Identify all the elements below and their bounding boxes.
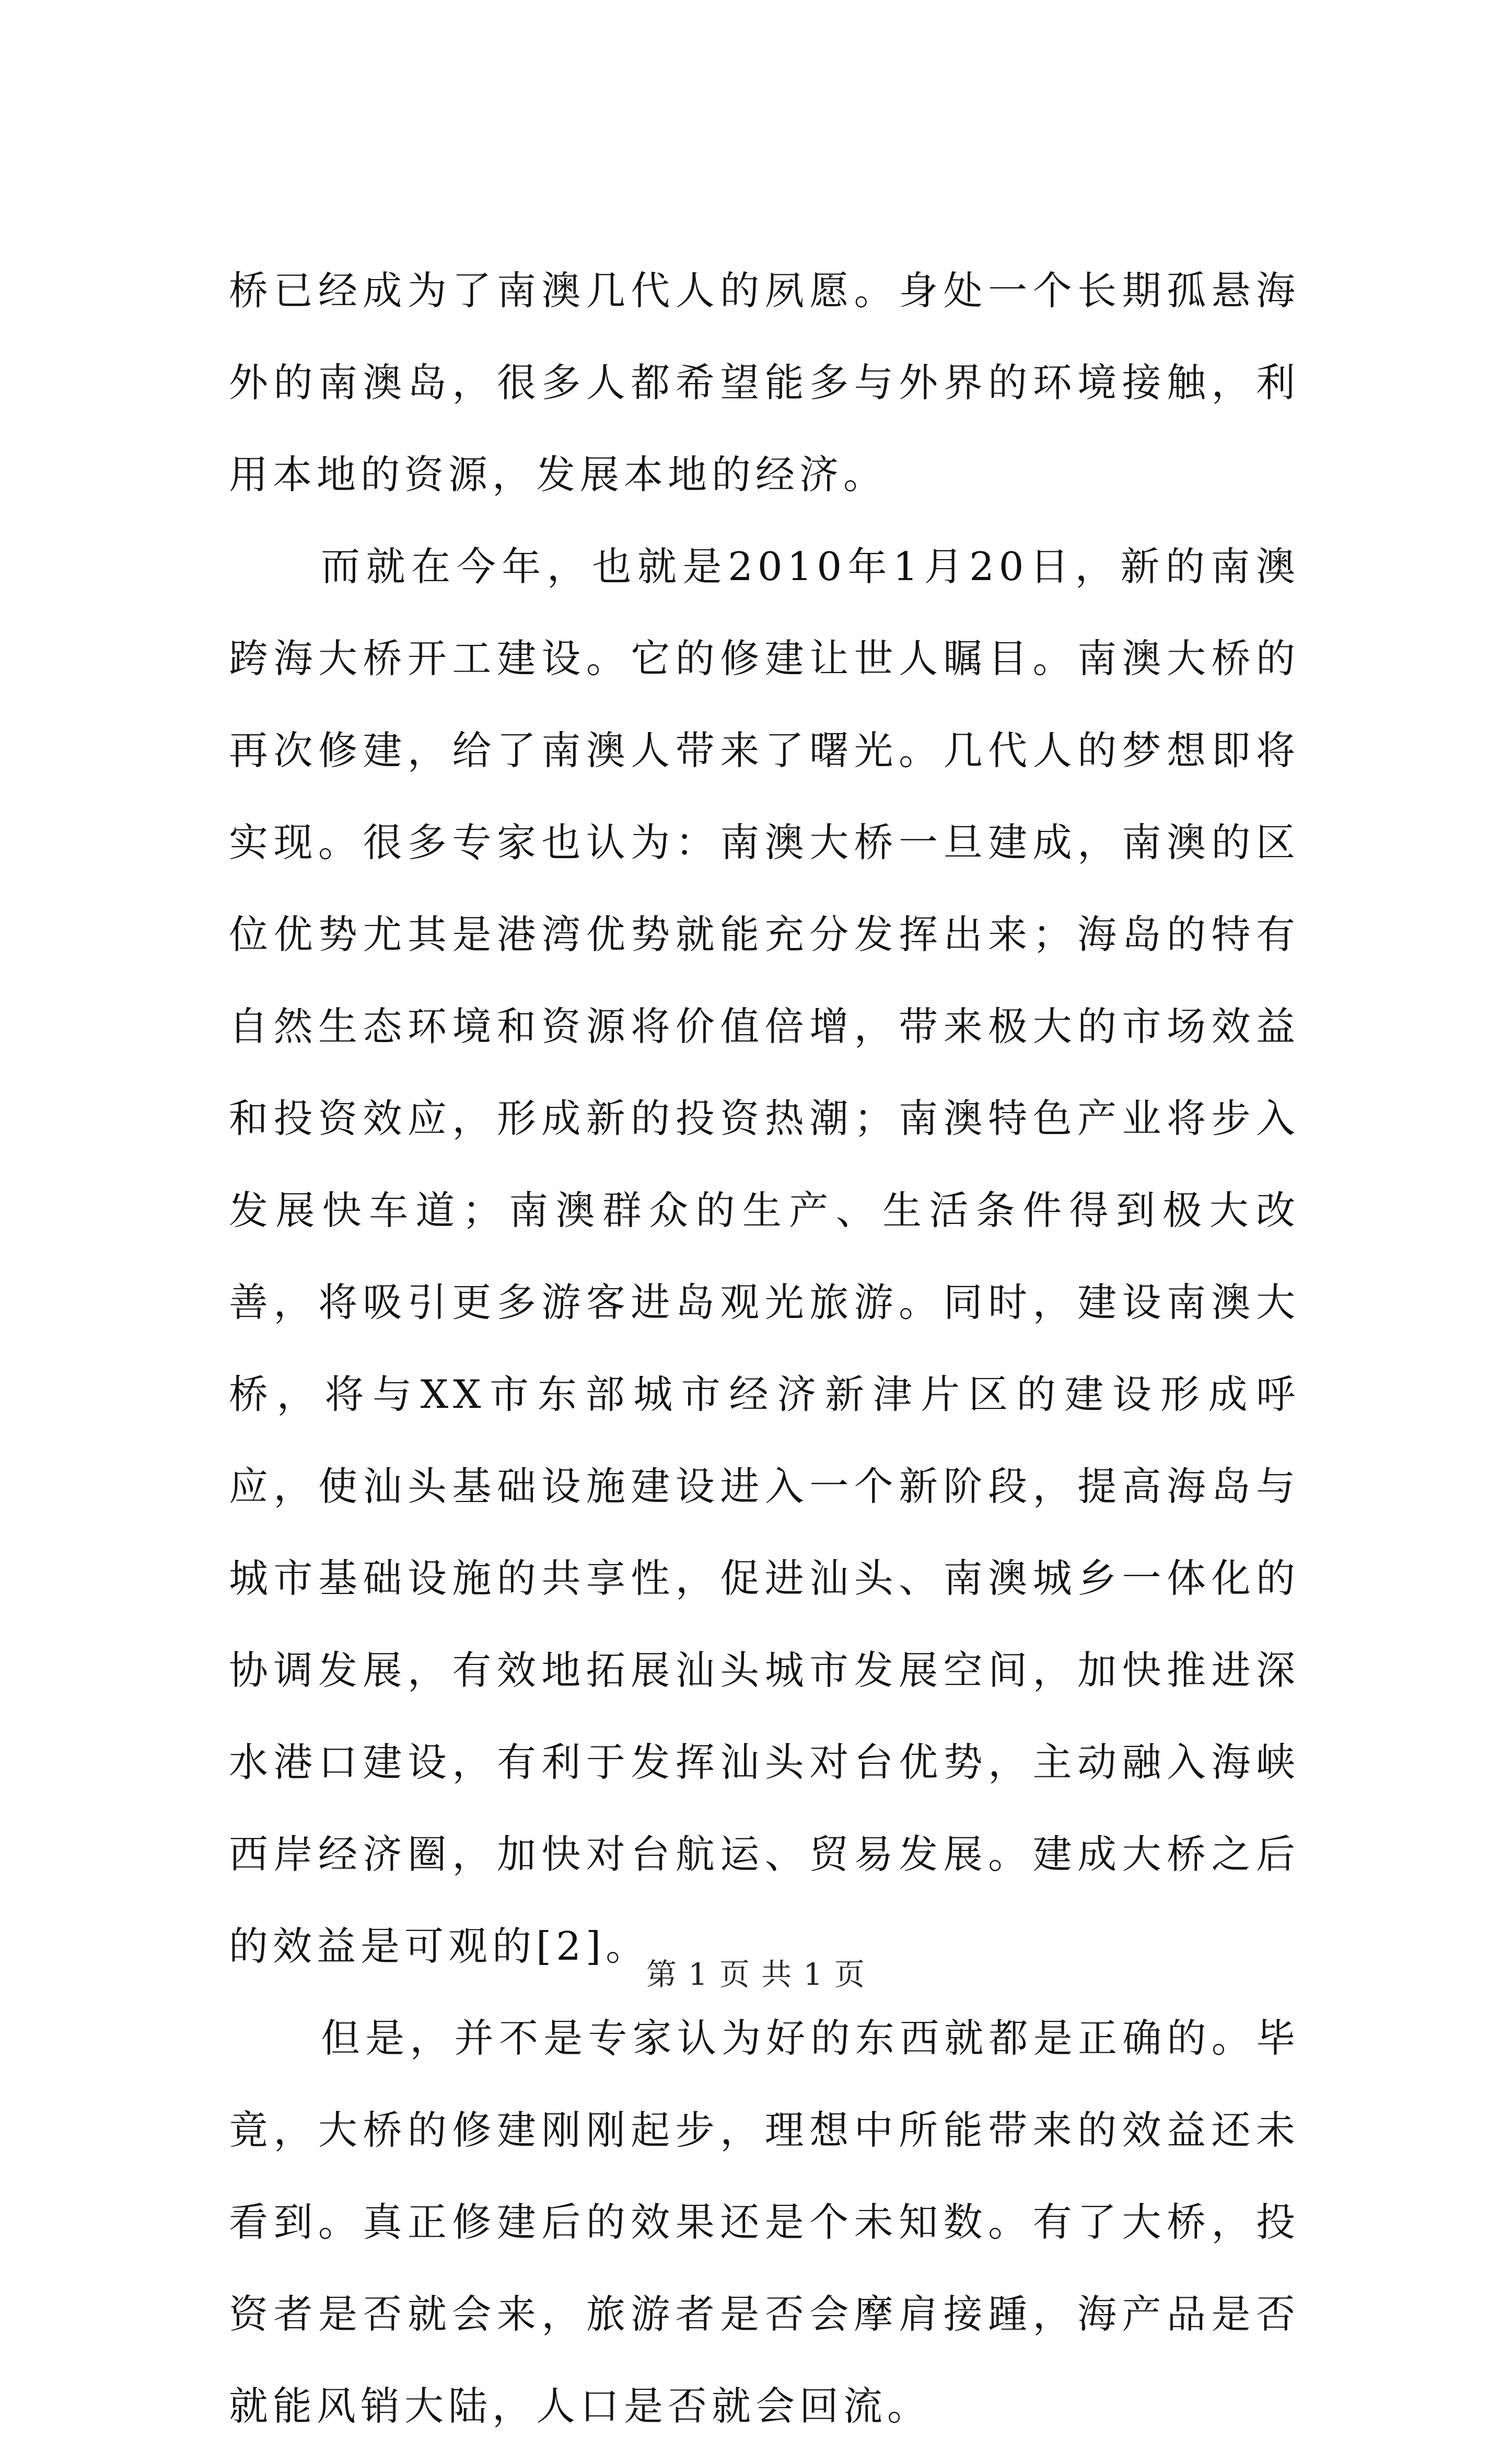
paragraph-1: 桥已经成为了南澳几代人的夙愿。身处一个长期孤悬海外的南澳岛，很多人都希望能多与外界的环境接触，利用本地的资源，发展本地的经济。 xyxy=(229,268,1300,498)
paragraph-3: 但是，并不是专家认为好的东西就都是正确的。毕竟，大桥的修建刚刚起步，理想中所能带来的效益还未看到。真正修建后的效果还是个未知数。有了大桥，投资者是否就会来，旅游者是否会摩肩接踵，海产品是否就能风销大陆，人口是否就会回流。 xyxy=(229,2015,1300,2429)
paragraph-2: 而就在今年，也就是2010年1月20日，新的南澳跨海大桥开工建设。它的修建让世人瞩目。南澳大桥的再次修建，给了南澳人带来了曙光。几代人的梦想即将实现。很多专家也认为：南澳大桥一旦建成，南澳的区位优势尤其是港湾优势就能充分发挥出来；海岛的特有自然生态环境和资源将价值倍增，带来极大的市场效益和投资效应，形成新的投资热潮；南澳特色产业将步入发展快车道；南澳群众的生产、生活条件得到极大改善，将吸引更多游客进岛观光旅游。同时，建设南澳大桥，将与XX市东部城市经济新津片区的建设形成呼应，使汕头基础设施建设进入一个新阶段，提高海岛与城市基础设施的共享性，促进汕头、南澳城乡一体化的协调发展，有效地拓展汕头城市发展空间，加快推进深水港口建设，有利于发挥汕头对台优势，主动融入海峡西岸经济圈，加快对台航运、贸易发展。建成大桥之后的效益是可观的[2]。 xyxy=(229,543,1300,1969)
body-text xyxy=(229,245,1300,2452)
page-footer: 第 1 页 共 1 页 xyxy=(646,1957,866,1992)
